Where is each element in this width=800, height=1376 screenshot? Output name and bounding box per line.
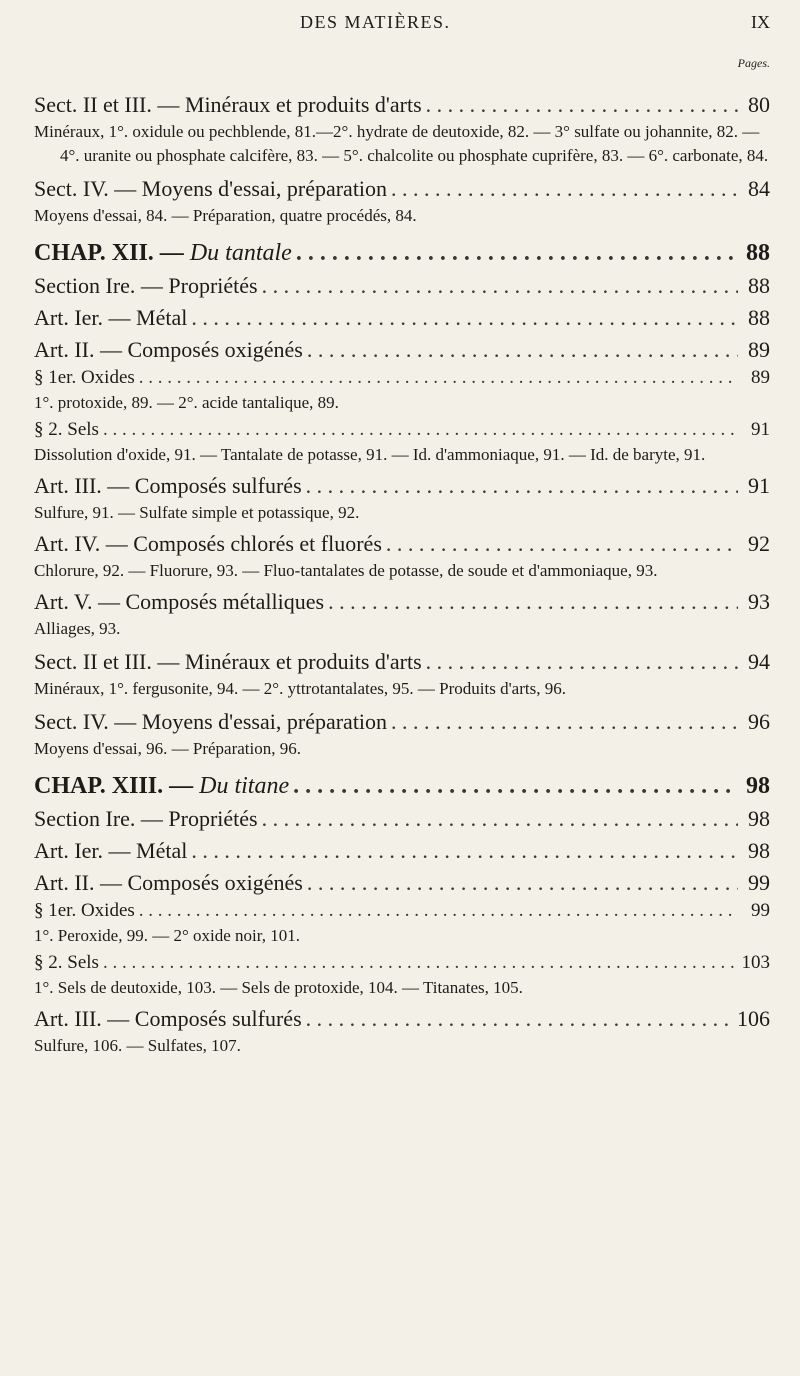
toc-entry-label: Art. III. — Composés sulfurés (34, 473, 302, 498)
chapter-title: Du titane (199, 773, 290, 799)
toc-entry-label: Sect. IV. — Moyens d'essai, préparation (34, 709, 388, 734)
chapter-number: CHAP. XII. — (34, 240, 184, 266)
dot-leader (386, 531, 738, 557)
dot-leader (293, 773, 738, 800)
toc-page-number: 89 (751, 367, 770, 388)
toc-entry-sect (34, 709, 770, 735)
toc-entry-label: Art. IV. — Composés chlorés et fluorés (34, 531, 382, 556)
dot-leader (262, 273, 738, 299)
toc-entry-art (34, 806, 770, 832)
dot-leader (191, 305, 738, 331)
toc-entry-label: Sect. IV. — Moyens d'essai, préparation (34, 176, 388, 201)
toc-entry-label: Sect. II et III. — Minéraux et produits d'arts (34, 92, 422, 117)
dot-leader (191, 838, 738, 864)
toc-page-number: 88 (748, 273, 770, 298)
toc-page-number: 89 (748, 337, 770, 362)
toc-page-number: 96 (748, 709, 770, 734)
toc-detail: 1°. Sels de deutoxide, 103. — Sels de protoxide, 104. — Titanates, 105. (34, 978, 523, 997)
toc-entry-art (34, 273, 770, 299)
pages-column-label: Pages. (737, 56, 770, 70)
toc-entry-label: Art. III. — Composés sulfurés (34, 1006, 302, 1031)
toc-detail: Sulfure, 106. — Sulfates, 107. (34, 1036, 241, 1055)
toc-page-number: 98 (748, 806, 770, 831)
dot-leader (296, 240, 738, 267)
toc-page-number: 84 (748, 176, 770, 201)
toc-entry-art (34, 1006, 770, 1032)
toc-detail: Chlorure, 92. — Fluorure, 93. — Fluo-tantalates de potasse, de soude et d'ammoniaque, 93. (34, 561, 658, 580)
toc-page-number: 106 (737, 1006, 770, 1031)
running-head (0, 12, 800, 38)
toc-entry-para (34, 419, 770, 441)
toc-page-number: 94 (748, 649, 770, 674)
dot-leader (103, 952, 738, 974)
page-number: IX (751, 12, 770, 32)
toc-page-number: 99 (748, 870, 770, 895)
dot-leader (139, 900, 738, 922)
dot-leader (328, 589, 738, 615)
toc-detail: Sulfure, 91. — Sulfate simple et potassique, 92. (34, 503, 360, 522)
dot-leader (307, 870, 738, 896)
toc-page-number: 88 (746, 240, 770, 266)
toc-detail: Minéraux, 1°. fergusonite, 94. — 2°. yttrotantalates, 95. — Produits d'arts, 96. (34, 679, 566, 698)
toc-page-number: 91 (748, 473, 770, 498)
toc-page-number: 88 (748, 305, 770, 330)
toc-detail: Minéraux, 1°. oxidule ou pechblende, 81.—2°. hydrate de deutoxide, 82. — 3° sulfate ou johannite, 82. — 4°. uranite ou phosphate calcifère, 83. — 5°. chalcolite ou phosphate cuprifère, 83. — 6°. carbonate, 84. (34, 122, 769, 165)
toc-page-number: 99 (751, 900, 770, 921)
toc-entry-label: Art. V. — Composés métalliques (34, 589, 325, 614)
toc-entry-para (34, 952, 770, 974)
toc-entry-label (34, 773, 289, 800)
dot-leader (391, 709, 738, 735)
toc-entry-label: Sect. II et III. — Minéraux et produits d'arts (34, 649, 422, 674)
toc-detail: 1°. protoxide, 89. — 2°. acide tantalique, 89. (34, 393, 339, 412)
toc-page-number: 98 (748, 838, 770, 863)
toc-entry-label: Section Ire. — Propriétés (34, 806, 258, 831)
toc-detail: Moyens d'essai, 84. — Préparation, quatre procédés, 84. (34, 206, 417, 225)
toc-entry-para (34, 367, 770, 389)
toc-entry-label: Art. II. — Composés oxigénés (34, 870, 303, 895)
toc-entry-label: § 2. Sels (34, 419, 99, 440)
toc-entry-label: Section Ire. — Propriétés (34, 273, 258, 298)
toc-page-number: 98 (746, 773, 770, 799)
toc-entry-para (34, 900, 770, 922)
toc-entry-art (34, 870, 770, 896)
toc-entry-art (34, 589, 770, 615)
toc-entry-label: § 1er. Oxides (34, 900, 135, 921)
dot-leader (307, 337, 738, 363)
toc-entry-art (34, 838, 770, 864)
toc-page-number: 91 (751, 419, 770, 440)
toc-entry-sect (34, 176, 770, 202)
toc-entry-chap (34, 773, 770, 800)
dot-leader (306, 473, 738, 499)
dot-leader (139, 367, 738, 389)
chapter-number: CHAP. XIII. — (34, 773, 194, 799)
toc-entry-sect (34, 649, 770, 675)
toc-detail: Dissolution d'oxide, 91. — Tantalate de potasse, 91. — Id. d'ammoniaque, 91. — Id. de baryte, 91. (34, 445, 706, 464)
table-of-contents (34, 84, 770, 1062)
toc-entry-label: Art. II. — Composés oxigénés (34, 337, 303, 362)
chapter-title: Du tantale (189, 240, 292, 266)
dot-leader (306, 1006, 733, 1032)
dot-leader (103, 419, 738, 441)
toc-entry-art (34, 473, 770, 499)
toc-entry-chap (34, 240, 770, 267)
dot-leader (426, 649, 738, 675)
toc-entry-label (34, 240, 292, 267)
toc-detail: 1°. Peroxide, 99. — 2° oxide noir, 101. (34, 926, 300, 945)
toc-detail: Alliages, 93. (34, 619, 121, 638)
toc-page-number: 92 (748, 531, 770, 556)
toc-page-number: 103 (741, 952, 770, 973)
toc-entry-label: § 1er. Oxides (34, 367, 135, 388)
toc-entry-art (34, 337, 770, 363)
dot-leader (262, 806, 738, 832)
toc-entry-sect (34, 92, 770, 118)
toc-entry-label: Art. Ier. — Métal (34, 305, 188, 330)
toc-detail: Moyens d'essai, 96. — Préparation, 96. (34, 739, 301, 758)
toc-entry-art (34, 531, 770, 557)
toc-page-number: 80 (748, 92, 770, 117)
running-title: DES MATIÈRES. (300, 12, 451, 32)
toc-entry-art (34, 305, 770, 331)
dot-leader (391, 176, 738, 202)
dot-leader (426, 92, 738, 118)
toc-page-number: 93 (748, 589, 770, 614)
toc-entry-label: Art. Ier. — Métal (34, 838, 188, 863)
toc-entry-label: § 2. Sels (34, 952, 99, 973)
